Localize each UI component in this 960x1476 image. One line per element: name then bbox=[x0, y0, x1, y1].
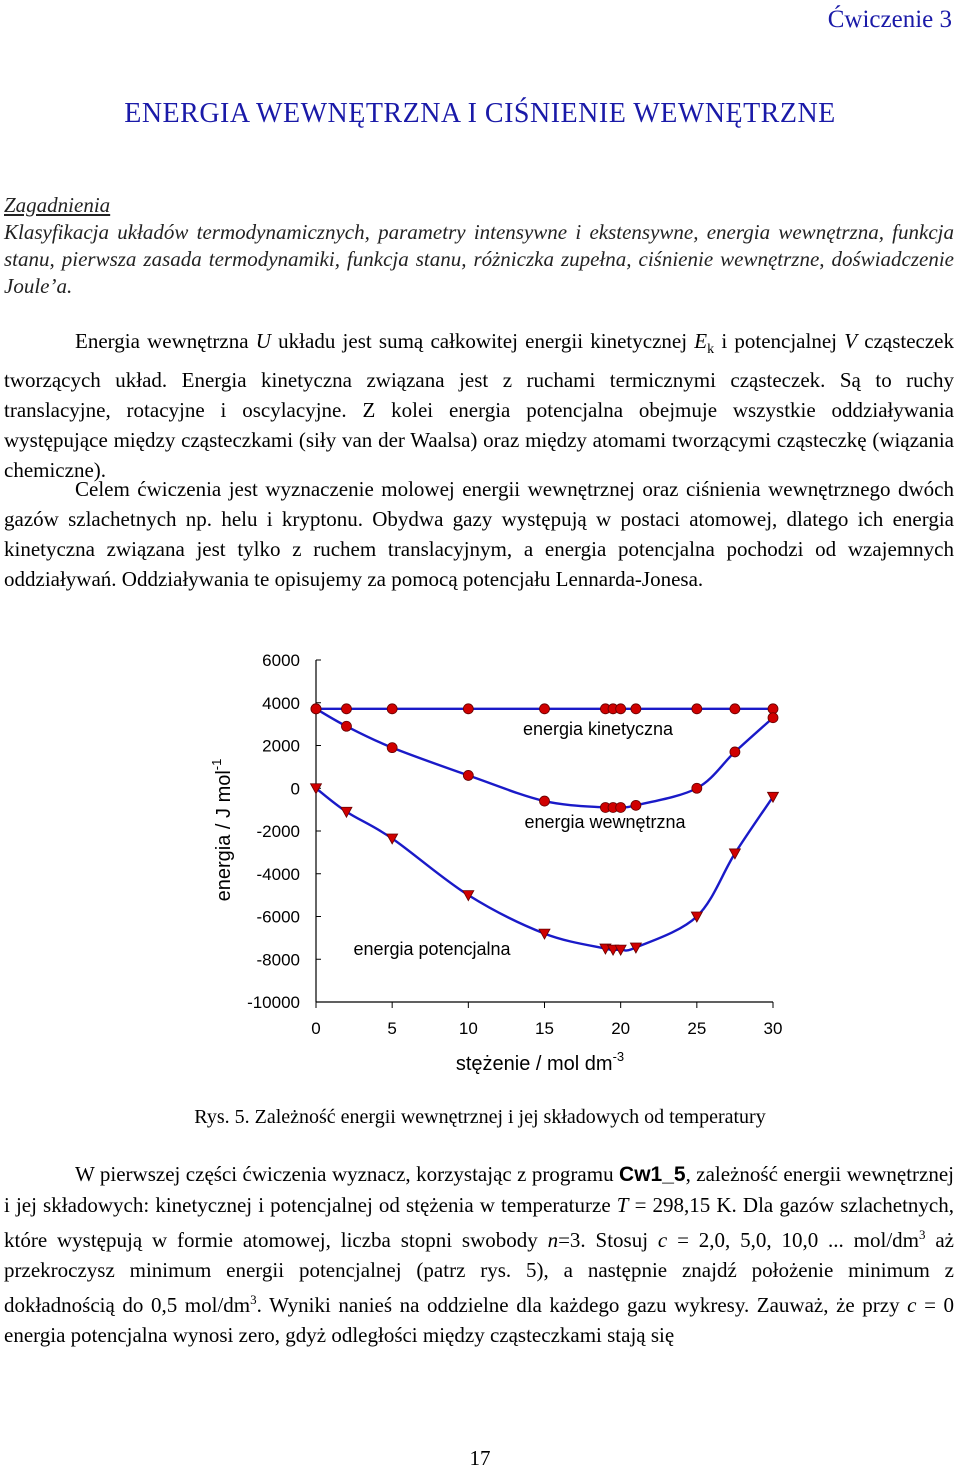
text-run: cząsteczek tworzących układ. Energia kinetyczna związana jest z ruchami termicznymi cząsteczek. Są to ruchy translacyjne, rotacyjne i oscylacyjne. Z kolei energia potencjalna obejmuje wszystkie oddziaływania występujące między cząsteczkami (siły van der Waalsa) oraz między atomami tworzącymi cząsteczkę (wiązania chemiczne). bbox=[4, 329, 954, 483]
y-tick-label: 2000 bbox=[262, 736, 300, 756]
x-tick-label: 0 bbox=[311, 1019, 321, 1038]
paragraph-energy-definition bbox=[4, 326, 954, 485]
data-point bbox=[341, 704, 351, 714]
text-run: W pierwszej części ćwiczenia wyznacz, korzystając z programu bbox=[75, 1162, 620, 1186]
annotation-potential: energia potencjalna bbox=[353, 939, 511, 959]
data-point bbox=[463, 891, 474, 901]
x-tick-label: 30 bbox=[763, 1019, 783, 1038]
symbol-c: c bbox=[657, 1228, 668, 1252]
text-run: Celem ćwiczenia jest wyznaczenie molowej energii wewnętrznej oraz ciśnienia wewnętrznego dwóch gazów szlachetnych np. helu i kryptonu. Obydwa gazy występują w postaci atomowej, dlatego ich energia kinetyczna związana jest tylko z ruchem translacyjnym, a energia potencjalna pochodzi od wzajemnych oddziaływań. Oddziaływania te opisujemy za pomocą potencjału Lennarda-Jonesa. bbox=[4, 477, 954, 591]
data-point bbox=[768, 713, 778, 723]
text-run: aż przekroczysz minimum energii potencjalnej (patrz rys. 5), a następnie znajdź położenie minimum z dokładnością do 0,5 mol/dm bbox=[4, 1228, 954, 1317]
data-point bbox=[387, 704, 397, 714]
page-number: 17 bbox=[469, 1446, 491, 1470]
data-point bbox=[631, 704, 641, 714]
page-title: ENERGIA WEWNĘTRZNA I CIŚNIENIE WEWNĘTRZNE bbox=[124, 98, 836, 129]
y-tick-label: -4000 bbox=[256, 864, 300, 884]
superscript-3: 3 bbox=[919, 1227, 926, 1242]
text-run: Energia wewnętrzna bbox=[75, 329, 256, 353]
y-tick-label: 0 bbox=[290, 779, 300, 799]
x-axis-label bbox=[456, 1049, 624, 1075]
program-name: Cw1_5 bbox=[619, 1163, 686, 1186]
y-tick-label: 6000 bbox=[262, 651, 300, 670]
data-point bbox=[463, 770, 473, 780]
superscript-3: 3 bbox=[250, 1292, 257, 1307]
data-point bbox=[616, 802, 626, 812]
symbol-n: n bbox=[547, 1228, 559, 1252]
x-tick-label: 15 bbox=[535, 1019, 554, 1038]
data-point bbox=[341, 807, 352, 817]
y-axis-label bbox=[209, 759, 235, 902]
data-point bbox=[631, 800, 641, 810]
topics-section bbox=[4, 192, 954, 300]
x-axis-label-sup: -3 bbox=[612, 1049, 625, 1064]
y-tick-label: -6000 bbox=[256, 907, 300, 927]
y-axis-label-text: energia / J mol bbox=[213, 770, 235, 902]
text-run: = 0 energia potencjalna wynosi zero, gdyż odległości między cząsteczkami stają się bbox=[4, 1293, 954, 1347]
y-tick-label: -2000 bbox=[256, 822, 300, 841]
data-point bbox=[387, 743, 397, 753]
data-point bbox=[341, 721, 351, 731]
figure-caption: Rys. 5. Zależność energii wewnętrznej i jej składowych od temperatury bbox=[194, 1106, 766, 1128]
text-run: i potencjalnej bbox=[714, 329, 845, 353]
text-run: = 298,15 K. Dla gazów szlachetnych, które występują w formie atomowej, liczba stopni swobody bbox=[4, 1193, 954, 1252]
subscript-k: k bbox=[707, 342, 715, 358]
topics-text: Klasyfikacja układów termodynamicznych, parametry intensywne i ekstensywne, energia wewnętrzna, funkcja stanu, pierwsza zasada termodynamiki, funkcja stanu, różniczka zupełna, ciśnienie wewnętrzne, doświadczenie Joule’a. bbox=[4, 220, 954, 298]
x-tick-label: 5 bbox=[387, 1019, 397, 1038]
data-point bbox=[311, 704, 321, 714]
y-tick-label: 4000 bbox=[262, 693, 300, 713]
text-run: . Wyniki nanieś na oddzielne dla każdego gazu wykresy. Zauważ, że przy bbox=[256, 1293, 908, 1317]
y-axis-label-sup: -1 bbox=[209, 758, 224, 771]
data-point bbox=[463, 704, 473, 714]
x-axis-label-text: stężenie / mol dm bbox=[455, 1053, 613, 1075]
x-tick-label: 20 bbox=[611, 1019, 631, 1038]
topics-heading: Zagadnienia bbox=[4, 193, 111, 217]
data-point bbox=[540, 704, 550, 714]
annotation-internal: energia wewnętrzna bbox=[524, 812, 686, 832]
data-point bbox=[692, 704, 702, 714]
x-tick-label: 10 bbox=[458, 1019, 478, 1038]
energy-chart bbox=[0, 640, 960, 1100]
symbol-v: V bbox=[844, 329, 858, 353]
symbol-e: E bbox=[694, 329, 708, 353]
exercise-label: Ćwiczenie 3 bbox=[827, 6, 952, 33]
data-point bbox=[730, 747, 740, 757]
symbol-u: U bbox=[255, 329, 271, 353]
y-tick-label: -8000 bbox=[256, 950, 300, 970]
text-run: =3. Stosuj bbox=[558, 1228, 658, 1252]
symbol-c: c bbox=[907, 1293, 917, 1317]
data-point bbox=[540, 796, 550, 806]
text-run: = 2,0, 5,0, 10,0 ... mol/dm bbox=[667, 1228, 919, 1252]
data-point bbox=[692, 783, 702, 793]
paragraph-instructions bbox=[4, 1159, 954, 1350]
text-run: układu jest sumą całkowitej energii kinetycznej bbox=[270, 329, 695, 353]
x-tick-label: 25 bbox=[687, 1019, 707, 1038]
paragraph-goal bbox=[4, 474, 954, 594]
symbol-t: T bbox=[616, 1193, 629, 1217]
data-point bbox=[616, 704, 626, 714]
annotation-kinetic: energia kinetyczna bbox=[522, 719, 674, 739]
data-point bbox=[729, 849, 740, 859]
text-run: , zależność energii wewnętrznej i jej składowych: kinetycznej i potencjalnej od stężenia w temperaturze bbox=[4, 1162, 954, 1217]
y-tick-label: -10000 bbox=[247, 993, 300, 1012]
data-point bbox=[730, 704, 740, 714]
